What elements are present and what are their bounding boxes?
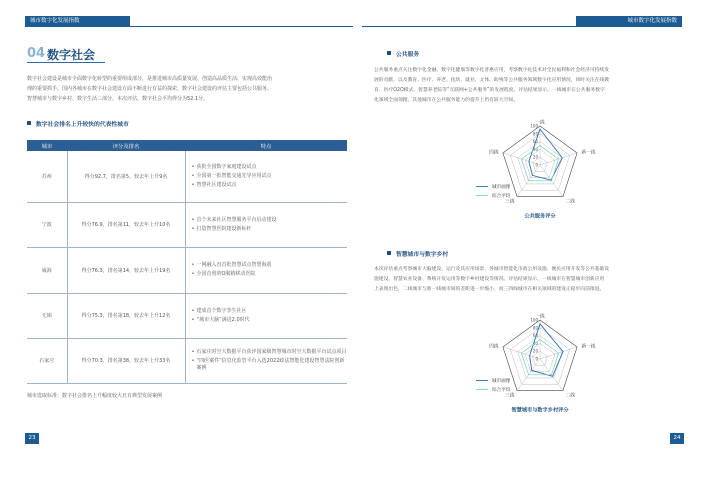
column-header-score: 评分及排名 xyxy=(67,140,185,151)
radar-axis-label: 一线 xyxy=(535,314,545,320)
city-cell: 威海 xyxy=(27,247,67,293)
city-cell: 石家庄 xyxy=(27,338,67,383)
radar-tick-label: 40 xyxy=(532,340,538,346)
radar-chart-title: 公共服务评分 xyxy=(524,213,556,220)
feature-item: • 全国首创的O服精移动医院 xyxy=(192,271,348,278)
paragraph-line: 上表现出色，二线城市与新一线城市间的差距进一步缩小，而三四线城市在相关领域的建设正稳步向前推进。 xyxy=(374,287,605,292)
table-heading-text: 数字社会排名上升较快的代表性城市 xyxy=(36,122,129,128)
score-cell: 得分76.3，排名第14，较去年上升19名 xyxy=(67,247,185,293)
legend-entry: 城市画像 xyxy=(492,185,511,191)
radar-tick-label: 60 xyxy=(532,139,538,145)
paragraph-line: 化领域全面领跑，其他城市在公共服务能力的提升上仍有较大空间。 xyxy=(374,98,518,103)
radar-tick-label: 0 xyxy=(535,162,538,168)
radar-axis-label: 二线 xyxy=(565,393,575,399)
city-cell: 苏州 xyxy=(27,151,67,202)
page-number-left: 23 xyxy=(25,433,39,444)
paragraph-line: 展的贡献，以及教育、医疗、养老、抚幼、就业、文体、助残等公共服务领域数字化应用情况，同时关注在线教 xyxy=(374,78,610,83)
section-title: 数字社会 xyxy=(47,48,96,62)
feature-item: • 首个未来社区智慧服务平台启动建设 xyxy=(192,217,348,224)
radar-tick-label: 80 xyxy=(532,131,538,137)
feature-item: • “城市大脑”满进2.0时代 xyxy=(192,317,348,324)
score-cell: 得分70.3，排名第38，较去年上升33名 xyxy=(67,338,185,383)
score-cell: 得分76.9，排名第11，较去年上升10名 xyxy=(67,202,185,247)
radar-tick-label: 20 xyxy=(532,348,538,354)
page-number-right: 24 xyxy=(670,433,684,444)
radar-tick-label: 0 xyxy=(535,356,538,362)
radar-axis-label: 三线 xyxy=(505,199,515,205)
legend-entry: 综合平均 xyxy=(492,194,511,200)
section-number: 04 xyxy=(27,46,46,61)
radar-axis-label: 二线 xyxy=(565,199,575,205)
score-cell: 得分92.7，排名第5，较去年上升9名 xyxy=(67,151,185,202)
header-left-title: 城市数字化发展指数 xyxy=(25,16,130,26)
radar-axis-label: 一线 xyxy=(535,120,545,126)
city-cell: 宁波 xyxy=(27,202,67,247)
radar-tick-label: 40 xyxy=(532,146,538,152)
paragraph-line: 施建设、智慧农业设备、系统开发运用等数字乡村建设等情况。评估结果显示，一线城市在智慧城市创新应用 xyxy=(374,277,605,282)
paragraph-line: 本次评估重点考察城市大脑建设、运行及其应用场景、各城市智能化市政公用设施、便民应用开发等公共基础设 xyxy=(374,267,610,272)
radar-tick-label: 100 xyxy=(530,123,538,129)
radar-tick-label: 20 xyxy=(532,154,538,160)
public-service-heading-text: 公共服务 xyxy=(396,52,420,58)
paragraph-line: 公共服务重点关注数字化金融、数字化健康等数字化普惠应用，考察数字化技术对全民福利和社会经济可持续发 xyxy=(374,68,610,73)
legend-entry: 综合平均 xyxy=(492,388,511,394)
radar-axis-label: 新一线 xyxy=(581,344,596,350)
feature-item: • “四医案件”信息化监管平台入选2022政法智能化建设智慧法院创新案例 xyxy=(192,358,348,372)
radar-axis-label: 三线 xyxy=(505,393,515,399)
intro-line: 理的重要抓手。国内各城市在数字社会建设方面不断进行有益的探索。数字社会建设的评估主要包括公共服务、 xyxy=(27,86,273,92)
column-header-city: 城市 xyxy=(27,140,67,151)
radar-chart-title: 智慧城市与数字乡村评分 xyxy=(511,407,569,414)
radar-tick-label: 80 xyxy=(532,325,538,331)
radar-axis-label: 四线 xyxy=(489,344,499,350)
smart-city-heading-text: 智慧城市与数字乡村 xyxy=(396,252,449,258)
feature-item: • 智慧社区建设试点 xyxy=(192,182,348,189)
radar-axis-label: 四线 xyxy=(489,150,499,156)
radar-tick-label: 100 xyxy=(530,317,538,323)
paragraph-line: 育、医疗O2O模式、智慧养老院等“互联网+公共服务”的发展程度。评估结果显示，一线城市在公共服务数字 xyxy=(374,88,605,93)
intro-line: 智慧城市与数字乡村、数字生活三部分。本次评估，数字社会平均得分为52.1分。 xyxy=(27,96,209,102)
feature-item: • 建成首个数字孪生社区 xyxy=(192,308,348,315)
feature-item: • 全国第一批智能交通先导应用试点 xyxy=(192,173,348,180)
intro-line: 数字社会建设是城市全面数字化转型的重要组成部分，是推进城市高质量发展、创造高品质生活、实现高效能治 xyxy=(27,76,273,82)
feature-item: • 打造智慧医院建设新标杆 xyxy=(192,226,348,233)
city-cell: 无锡 xyxy=(27,293,67,338)
header-right-title: 城市数字化发展指数 xyxy=(576,16,682,26)
feature-item: • 一网融入直首批智慧试点智慧海震 xyxy=(192,262,348,269)
radar-axis-label: 新一线 xyxy=(581,150,596,156)
feature-item: • 获批全国数字家庭建设试点 xyxy=(192,164,348,171)
column-header-features: 特点 xyxy=(185,140,347,151)
legend-entry: 城市画像 xyxy=(492,379,511,385)
feature-item: • 石家庄时空大数据平台获评国家级智慧城市时空大数据平台试点项目 xyxy=(192,349,348,356)
table-note: 城市选取标准：数字社会排名上升幅度较大且有典型发展案例 xyxy=(27,393,163,399)
score-cell: 得分75.3，排名第18，较去年上升12名 xyxy=(67,293,185,338)
radar-tick-label: 60 xyxy=(532,333,538,339)
